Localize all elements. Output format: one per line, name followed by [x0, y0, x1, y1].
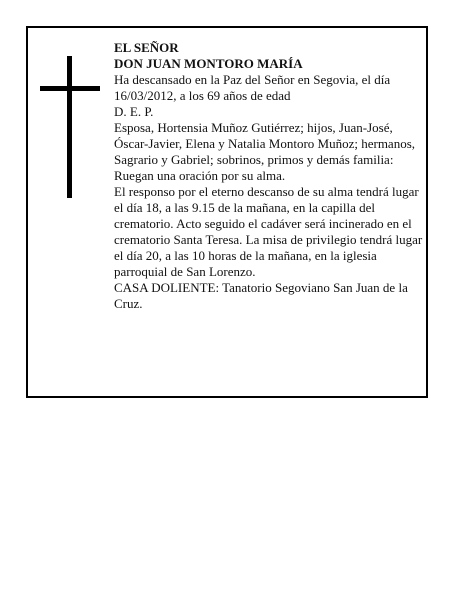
death-statement: Ha descansado en la Paz del Señor en Segovia, el día 16/03/2012, a los 69 años de edad — [114, 72, 391, 103]
cross-horizontal-bar — [40, 86, 100, 91]
service-details: El responso por el eterno descanso de su alma tendrá lugar el día 18, a las 9.15 de la mañana, en la capilla del crematorio. Acto seguido el cadáver será incinerado en el crematorio Santa Teresa. La misa de privilegio tendrá lugar el día 20, a las 10 horas de la mañana, en la iglesia parroquial de San Lorenzo. — [114, 184, 423, 279]
rip-abbreviation: D. E. P. — [114, 104, 154, 119]
obituary-notice — [26, 26, 428, 398]
cross-vertical-bar — [67, 56, 72, 198]
mourning-house: CASA DOLIENTE: Tanatorio Segoviano San Juan de la Cruz. — [114, 280, 408, 311]
notice-body — [114, 40, 424, 312]
latin-cross-icon — [40, 56, 100, 198]
notice-heading-title: EL SEÑOR — [114, 40, 179, 55]
family-list: Esposa, Hortensia Muñoz Gutiérrez; hijos, Juan-José, Óscar-Javier, Elena y Natalia Montoro Muñoz; hermanos, Sagrario y Gabriel; sobrinos, primos y demás familia: — [114, 120, 416, 167]
prayer-request: Ruegan una oración por su alma. — [114, 168, 286, 183]
deceased-name: DON JUAN MONTORO MARÍA — [114, 56, 303, 71]
